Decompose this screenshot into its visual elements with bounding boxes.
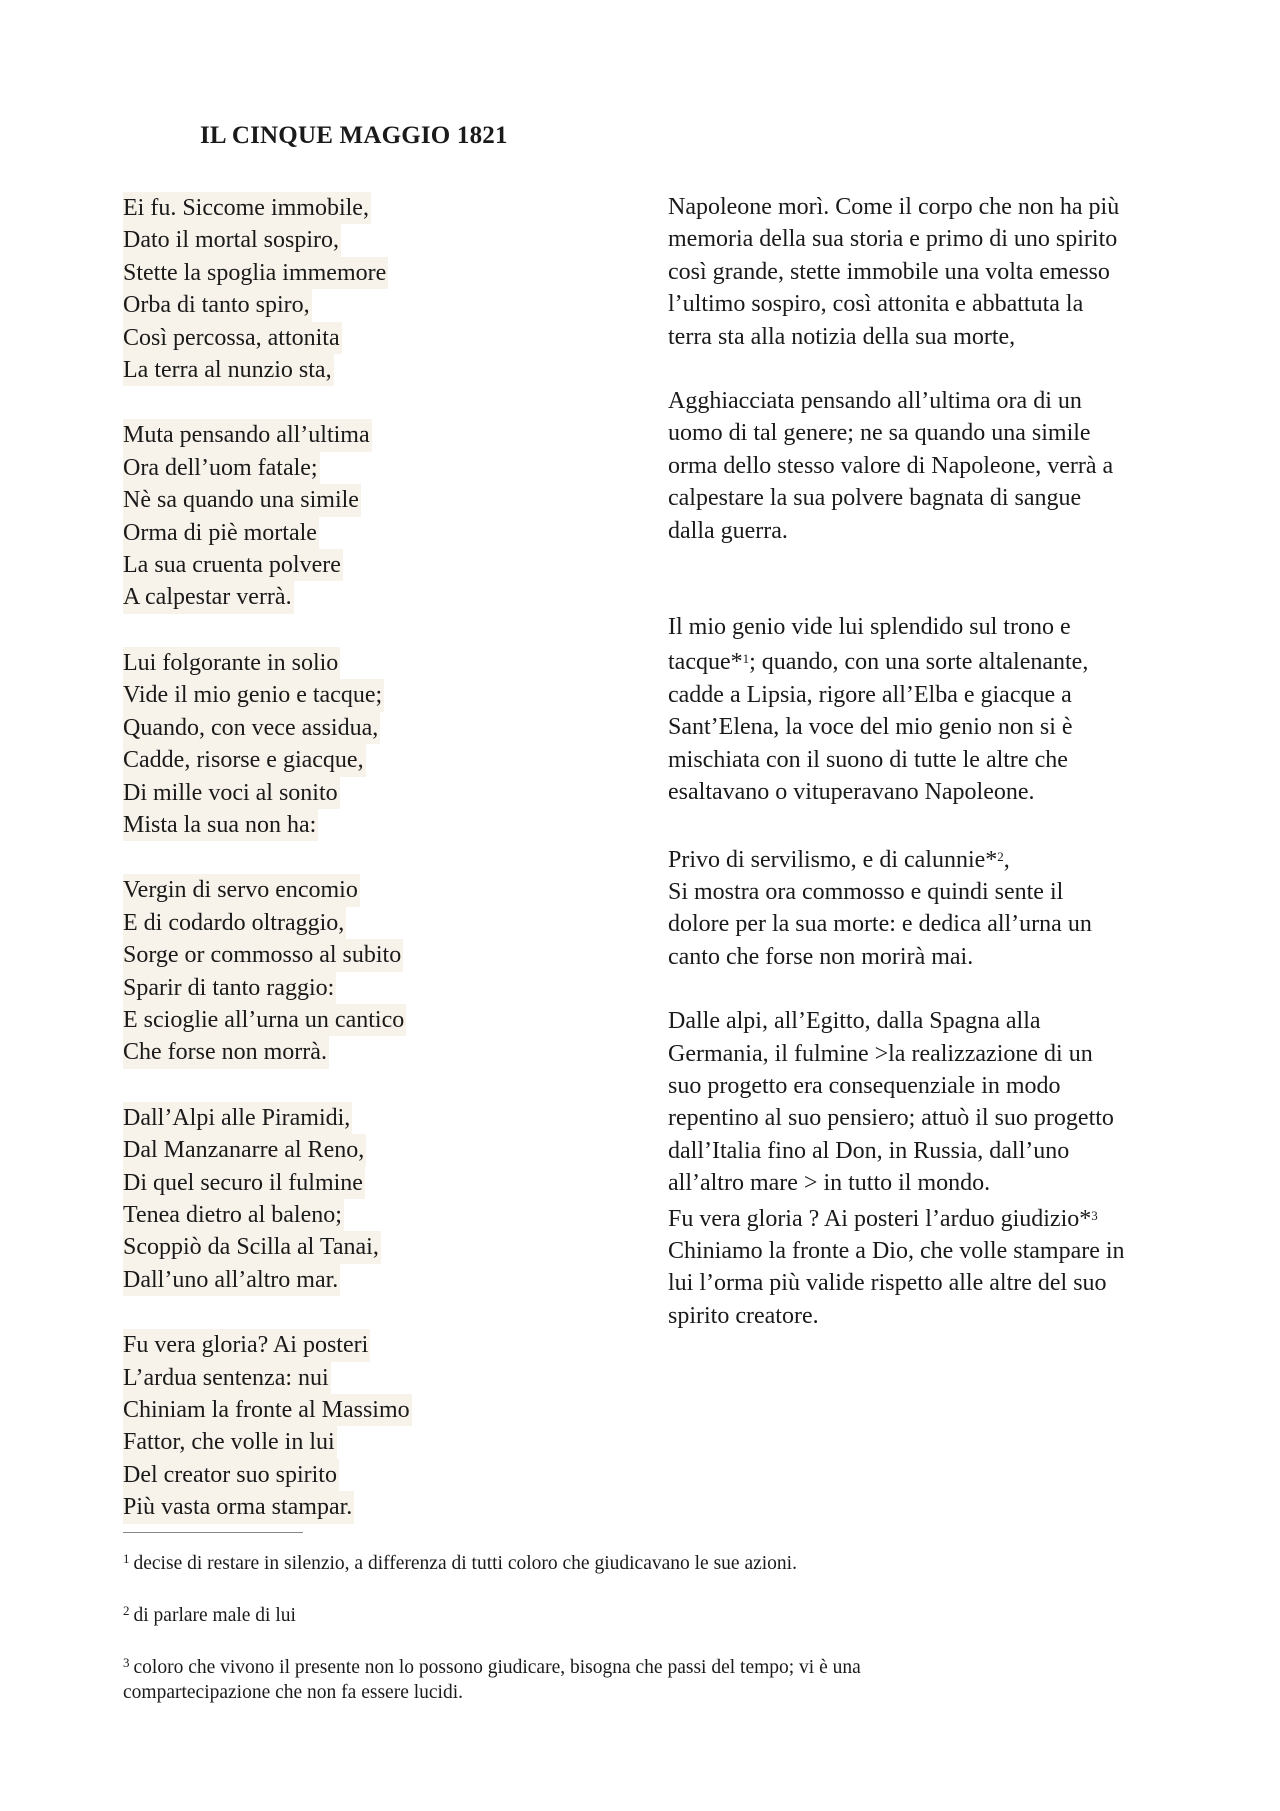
commentary-paragraph <box>668 841 1188 974</box>
poem-line: Del creator suo spirito <box>123 1459 339 1491</box>
poem-line: Dal Manzanarre al Reno, <box>123 1134 366 1166</box>
commentary-column <box>668 191 1188 1332</box>
footnote-text: decise di restare in silenzio, a differenza di tutti coloro che giudicavano le sue azioni. <box>133 1553 797 1574</box>
poem-line: Orba di tanto spiro, <box>123 289 312 321</box>
commentary-paragraph: Napoleone morì. Come il corpo che non ha più memoria della sua storia e primo di uno spirito così grande, stette immobile una volta emesso l’ultimo sospiro, così attonita e abbattuta la terra sta alla notizia della sua morte, <box>668 194 1120 350</box>
commentary-paragraph <box>668 611 1188 808</box>
poem-line: E scioglie all’urna un cantico <box>123 1004 406 1036</box>
footnote-number: 2 <box>123 1603 130 1618</box>
footnote <box>123 1598 1163 1628</box>
footnote-separator <box>123 1532 303 1533</box>
commentary-text: Privo di servilismo, e di calunnie* <box>668 846 998 873</box>
poem-line: Fu vera gloria? Ai posteri <box>123 1329 370 1361</box>
footnote-text: coloro che vivono il presente non lo possono giudicare, bisogna che passi del tempo; vi è una compartecipazione che non fa essere lucidi. <box>123 1657 861 1703</box>
poem-stanza <box>123 419 643 613</box>
poem-line: La sua cruenta polvere <box>123 549 343 581</box>
poem-line: Scoppiò da Scilla al Tanai, <box>123 1231 381 1263</box>
poem-stanza <box>123 1329 643 1523</box>
poem-line: Lui folgorante in solio <box>123 647 340 679</box>
footnote-ref: 3 <box>1091 1207 1098 1223</box>
page-title: IL CINQUE MAGGIO 1821 <box>200 122 508 149</box>
poem-line: Dato il mortal sospiro, <box>123 224 341 256</box>
poem-line: Sorge or commosso al subito <box>123 939 403 971</box>
poem-line: Orma di piè mortale <box>123 517 319 549</box>
footnotes <box>123 1546 1163 1727</box>
footnote-ref: 2 <box>997 848 1004 864</box>
poem-line: Mista la sua non ha: <box>123 809 318 841</box>
poem-line: Ei fu. Siccome immobile, <box>123 192 371 224</box>
commentary-text: Dalle alpi, all’Egitto, dalla Spagna alla Germania, il fulmine >la realizzazione di un suo progetto era consequenziale in modo repentino al suo pensiero; attuò il suo progetto dall’Italia fino al Don, in Russia, dall’uno all’altro mare > in tutto il mondo. Fu vera gloria ? Ai posteri l’arduo giudizio* <box>668 1008 1114 1232</box>
poem-line: Vide il mio genio e tacque; <box>123 679 384 711</box>
footnote-number: 1 <box>123 1551 130 1566</box>
poem-line: Stette la spoglia immemore <box>123 257 388 289</box>
footnote-number: 3 <box>123 1655 130 1670</box>
commentary-paragraph: Agghiacciata pensando all’ultima ora di un uomo di tal genere; ne sa quando una simile orma dello stesso valore di Napoleone, verrà a calpestare la sua polvere bagnata di sangue dalla guerra. <box>668 388 1114 544</box>
poem-stanza <box>123 1102 643 1296</box>
poem-line: Più vasta orma stampar. <box>123 1491 354 1523</box>
poem-line: Ora dell’uom fatale; <box>123 452 320 484</box>
footnote-text: di parlare male di lui <box>133 1605 296 1626</box>
commentary-text: ; quando, con una sorte altalenante, cadde a Lipsia, rigore all’Elba e giacque a Sant’Elena, la voce del mio genio non si è mischiata con il suono di tutte le altre che esaltavano o vituperavano Napoleone. <box>668 649 1089 806</box>
poem-line: Che forse non morrà. <box>123 1036 329 1068</box>
poem-line: Dall’uno all’altro mar. <box>123 1264 340 1296</box>
poem-stanza <box>123 192 643 386</box>
poem-line: Di mille voci al sonito <box>123 777 340 809</box>
commentary-text: Il mio genio vide lui splendido sul trono e tacque* <box>668 614 1071 676</box>
poem-line: Tenea dietro al baleno; <box>123 1199 344 1231</box>
commentary-text: Chiniamo la fronte a Dio, che volle stampare in lui l’orma più valide rispetto alle altre del suo spirito creatore. <box>668 1237 1125 1329</box>
poem-line: Nè sa quando una simile <box>123 484 361 516</box>
footnote <box>123 1546 1163 1576</box>
footnote-ref: 1 <box>742 651 750 667</box>
poem-line: Muta pensando all’ultima <box>123 419 372 451</box>
poem-line: Chiniam la fronte al Massimo <box>123 1394 412 1426</box>
poem-line: L’ardua sentenza: nui <box>123 1362 331 1394</box>
poem-line: E di codardo oltraggio, <box>123 907 346 939</box>
footnote <box>123 1650 1163 1705</box>
poem-line: Così percossa, attonita <box>123 322 342 354</box>
poem-line: Vergin di servo encomio <box>123 874 360 906</box>
poem-line: Fattor, che volle in lui <box>123 1426 337 1458</box>
poem-line: Dall’Alpi alle Piramidi, <box>123 1102 352 1134</box>
poem-stanza <box>123 874 643 1068</box>
poem-column <box>123 192 643 1557</box>
commentary-text: , Si mostra ora commosso e quindi sente il dolore per la sua morte: e dedica all’urna un canto che forse non morirà mai. <box>668 846 1092 970</box>
poem-line: La terra al nunzio sta, <box>123 354 334 386</box>
poem-line: Cadde, risorse e giacque, <box>123 744 366 776</box>
commentary-paragraph <box>668 1005 1188 1332</box>
poem-line: Quando, con vece assidua, <box>123 712 380 744</box>
poem-line: Sparir di tanto raggio: <box>123 972 336 1004</box>
poem-line: Di quel securo il fulmine <box>123 1167 365 1199</box>
poem-stanza <box>123 647 643 841</box>
poem-line: A calpestar verrà. <box>123 581 294 613</box>
